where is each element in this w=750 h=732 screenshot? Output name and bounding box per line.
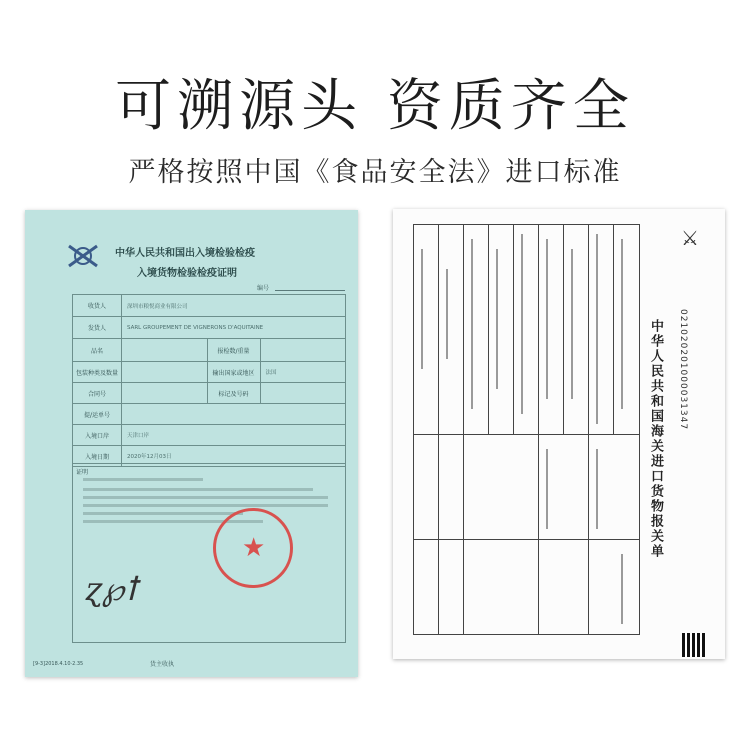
table-column: [488, 224, 489, 434]
text-stub: [571, 249, 573, 399]
table-row-line: [413, 539, 640, 540]
row-value: SARL GROUPEMENT DE VIGNERONS D'AQUITAINE: [127, 324, 264, 331]
text-stub: [546, 239, 548, 399]
row-label: 合同号: [73, 383, 122, 403]
row-label: 品名: [73, 339, 122, 361]
row-value: [122, 362, 208, 382]
declaration-title: 中华人民共和国海关进口货物报关单: [648, 319, 663, 559]
notes-line: [83, 478, 203, 481]
certificate-table: [72, 294, 346, 467]
row-value-2: [261, 383, 346, 403]
copy-label: 货主收执: [150, 661, 175, 668]
row-value: 2020年12月03日: [127, 454, 172, 460]
page-subtitle: 严格按照中国《食品安全法》进口标准: [128, 157, 622, 188]
table-column: [513, 224, 514, 434]
text-stub: [546, 449, 548, 529]
text-stub: [521, 234, 523, 414]
row-label-2: 输出国家或地区: [208, 362, 261, 382]
certificate-title-line1: 中华人民共和国出入境检验检疫: [115, 248, 255, 259]
seal-star-icon: ★: [242, 533, 266, 563]
row-value: 天津口岸: [127, 433, 150, 439]
table-row: [73, 317, 345, 339]
table-border: [639, 224, 640, 634]
row-value: [122, 339, 208, 361]
signature: ɀ℘ꝉ: [85, 570, 138, 608]
table-row: [73, 362, 345, 383]
table-row: [73, 425, 345, 446]
text-stub: [471, 239, 473, 409]
notes-line: [83, 512, 243, 515]
table-border: [413, 634, 640, 635]
row-value: 深圳市粮悦商业有限公司: [127, 303, 188, 310]
table-border: [413, 224, 640, 225]
row-label: 提/运单号: [73, 404, 122, 424]
certificate-notes: [72, 463, 346, 643]
row-label: 包装种类及数量: [73, 362, 122, 382]
row-value-2: [261, 339, 346, 361]
table-column: [438, 224, 439, 634]
row-value-2: 法国: [265, 370, 277, 376]
certificate-title-line2: 入境货物检验检疫证明: [137, 268, 237, 279]
notes-line: [83, 504, 328, 507]
table-row-line: [413, 434, 640, 435]
inspection-certificate: [25, 210, 358, 677]
certificate-number-label: 编号: [257, 285, 270, 292]
row-label-2: 报检数/重量: [208, 339, 261, 361]
row-value: [122, 404, 345, 424]
text-stub: [596, 234, 598, 424]
customs-emblem-icon: ⚔: [681, 226, 699, 250]
official-seal: [213, 508, 293, 588]
form-code: [9-3]2018.4.10·2.35: [33, 661, 84, 667]
text-stub: [596, 449, 598, 529]
row-label: 发货人: [73, 317, 122, 338]
barcode-number: 021020201000031347: [678, 309, 688, 431]
page-title: 可溯源头 资质齐全: [115, 74, 635, 139]
certificate-number-field: [275, 280, 345, 291]
table-column: [613, 224, 614, 434]
table-border: [413, 224, 414, 634]
qr-code: [682, 633, 706, 657]
table-column: [538, 224, 539, 634]
table-row: [73, 383, 345, 404]
table-column: [563, 224, 564, 434]
notes-label: 证明: [76, 469, 89, 476]
text-stub: [621, 239, 623, 409]
customs-declaration: [393, 209, 725, 659]
notes-line: [83, 488, 313, 491]
table-row: [73, 295, 345, 317]
row-label: 入境日期: [73, 446, 122, 466]
table-column: [588, 224, 589, 634]
row-value: [122, 383, 208, 403]
text-stub: [421, 249, 423, 369]
row-label: 收货人: [73, 295, 122, 316]
ciq-emblem-icon: [63, 240, 103, 272]
text-stub: [621, 554, 623, 624]
table-row: [73, 339, 345, 362]
row-label: 入境口岸: [73, 425, 122, 445]
row-label-2: 标记及号码: [208, 383, 261, 403]
notes-line: [83, 496, 328, 499]
text-stub: [446, 269, 448, 359]
table-column: [463, 224, 464, 634]
table-row: [73, 404, 345, 425]
text-stub: [496, 249, 498, 389]
